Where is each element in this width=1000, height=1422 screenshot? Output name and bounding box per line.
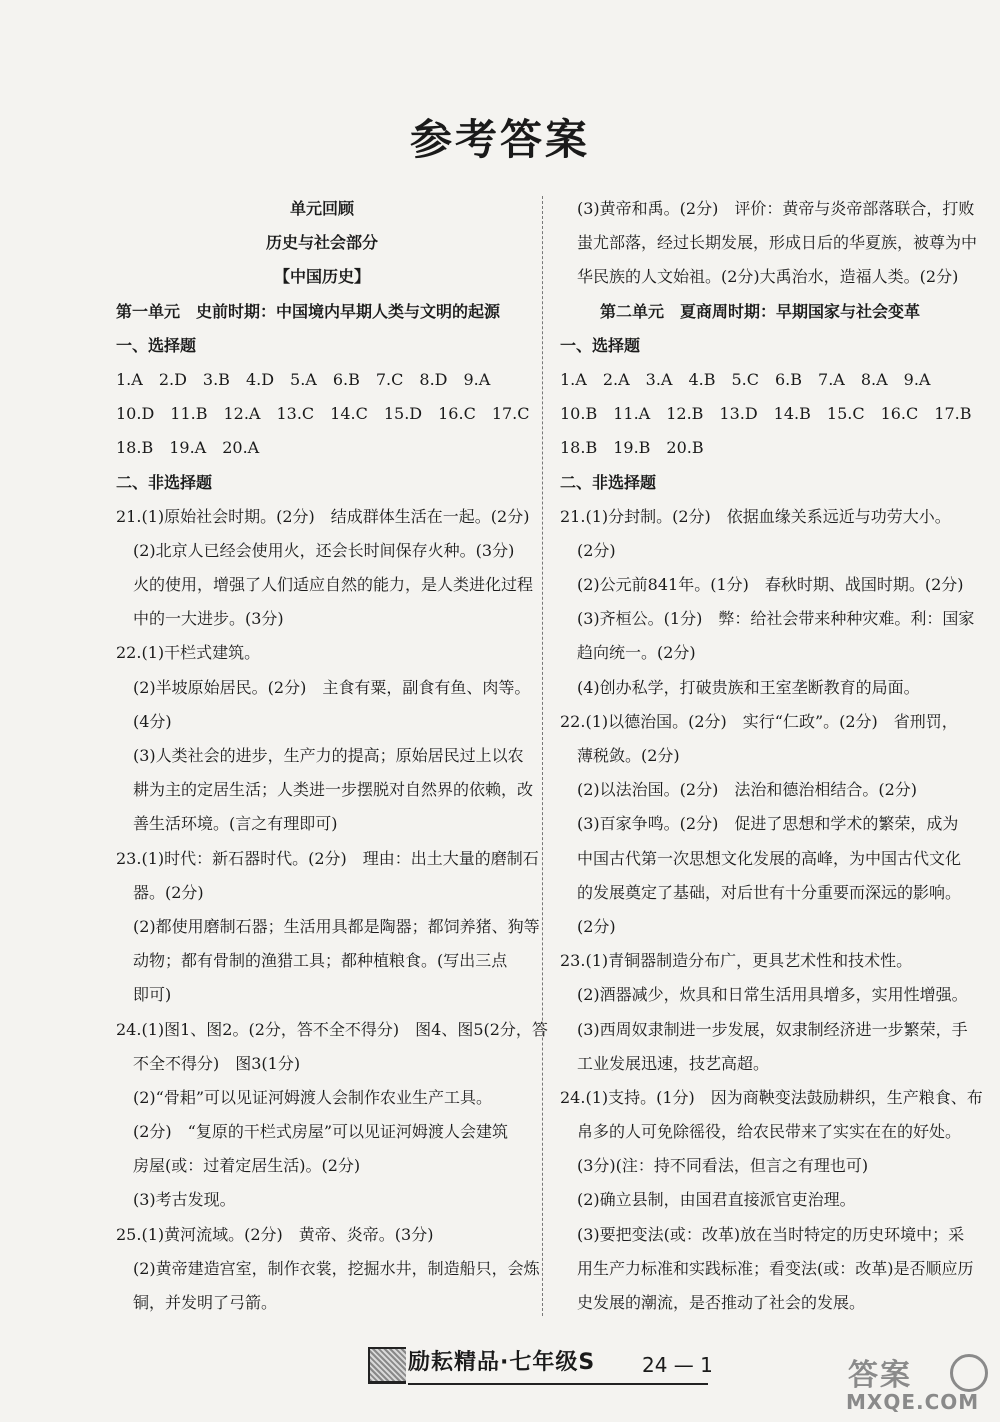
answer-line: 21.(1)分封制。(2分) 依据血缘关系远近与功劳大小。 (560, 506, 951, 526)
answer-line: 10.D 11.B 12.A 13.C 14.C 15.D 16.C 17.C (116, 404, 530, 424)
answer-line: 1.A 2.D 3.B 4.D 5.A 6.B 7.C 8.D 9.A (116, 369, 491, 389)
answer-line: 工业发展迅速，技艺高超。 (577, 1053, 770, 1073)
answer-line: 中国古代第一次思想文化发展的高峰，为中国古代文化 (577, 848, 962, 868)
footer-rule (408, 1383, 708, 1385)
watermark-text: 答案 (848, 1358, 912, 1393)
watermark-badge-icon (950, 1354, 988, 1392)
answer-line: 的发展奠定了基础，对后世有十分重要而深远的影响。 (577, 882, 962, 902)
answer-line: 华民族的人文始祖。(2分)大禹治水，造福人类。(2分) (577, 267, 959, 287)
watermark-logo (842, 1352, 992, 1416)
answer-line: 器。(2分) (133, 882, 204, 902)
answer-line: 历史与社会部分 (265, 233, 378, 253)
answer-line: 用生产力标准和实践标准；看变法(或：改革)是否顺应历 (577, 1258, 974, 1278)
answer-line: (3)百家争鸣。(2分) 促进了思想和学术的繁荣，成为 (577, 814, 959, 834)
answer-line: 单元回顾 (289, 199, 354, 218)
answer-line: (2)都使用磨制石器；生活用具都是陶器；都饲养猪、狗等 (133, 916, 540, 936)
answer-line: (3)要把变法(或：改革)放在当时特定的历史环境中；采 (577, 1224, 965, 1244)
answer-line: 二、非选择题 (560, 472, 657, 492)
answer-line: 即可) (133, 985, 172, 1005)
page-number: 24 — 1 (642, 1353, 713, 1377)
answer-line: 二、非选择题 (116, 472, 213, 492)
answer-line: 10.B 11.A 12.B 13.D 14.B 15.C 16.C 17.B (560, 404, 972, 424)
answer-line: (3)齐桓公。(1分) 弊：给社会带来种种灾难。利：国家 (577, 609, 975, 629)
answer-line: 23.(1)时代：新石器时代。(2分) 理由：出土大量的磨制石 (116, 848, 539, 868)
answer-line: 22.(1)干栏式建筑。 (116, 643, 261, 663)
left-column (116, 192, 548, 1320)
answer-line: 趋向统一。(2分) (577, 643, 696, 663)
answer-line: 18.B 19.B 20.B (560, 438, 704, 458)
answer-line: 耕为主的定居生活；人类进一步摆脱对自然界的依赖，改 (133, 780, 534, 800)
answer-line: 动物；都有骨制的渔猎工具；都种植粮食。(写出三点 (133, 951, 508, 971)
answer-line: 1.A 2.A 3.A 4.B 5.C 6.B 7.A 8.A 9.A (560, 369, 931, 389)
answer-line: (4分) (133, 711, 172, 731)
answer-line: 24.(1)支持。(1分) 因为商鞅变法鼓励耕织，生产粮食、布 (560, 1087, 983, 1107)
answer-line: (2分) “复原的干栏式房屋”可以见证河姆渡人会建筑 (133, 1122, 509, 1142)
answer-line: (2)酒器减少，炊具和日常生活用具增多，实用性增强。 (577, 985, 968, 1005)
answer-line: 薄税敛。(2分) (577, 746, 680, 765)
answer-line: 【中国历史】 (273, 267, 370, 287)
answer-line: (2)黄帝建造宫室，制作衣裳，挖掘水井，制造船只，会炼 (133, 1258, 540, 1278)
answer-line: 铜，并发明了弓箭。 (133, 1293, 278, 1312)
answer-line: (2)半坡原始居民。(2分) 主食有粟，副食有鱼、肉等。 (133, 677, 531, 697)
footer-brand: 励耘精品·七年级S (408, 1350, 596, 1375)
corner-mark-icon (368, 1347, 406, 1384)
answer-line: 一、选择题 (560, 335, 641, 355)
answer-line: 21.(1)原始社会时期。(2分) 结成群体生活在一起。(2分) (116, 506, 530, 526)
answer-line: (4)创办私学，打破贵族和王室垄断教育的局面。 (577, 677, 920, 697)
answer-line: 蚩尤部落，经过长期发展，形成日后的华夏族，被尊为中 (577, 233, 978, 253)
page-title: 参考答案 (409, 115, 590, 164)
right-column (560, 192, 983, 1320)
answer-line: (3分)(注：持不同看法，但言之有理也可) (577, 1156, 869, 1176)
answer-line: (2分) (577, 540, 616, 560)
answer-line: 房屋(或：过着定居生活)。(2分) (133, 1156, 361, 1176)
answer-line: 第二单元 夏商周时期：早期国家与社会变革 (599, 301, 920, 321)
answer-line: (2分) (577, 916, 616, 936)
answer-line: 不全不得分) 图3(1分) (133, 1053, 301, 1073)
answer-line: 善生活环境。(言之有理即可) (133, 814, 338, 834)
answer-line: 18.B 19.A 20.A (116, 438, 260, 458)
answer-line: 中的一大进步。(3分) (133, 609, 284, 629)
answer-line: 22.(1)以德治国。(2分) 实行“仁政”。(2分) 省刑罚， (560, 711, 958, 731)
answer-line: (3)人类社会的进步，生产力的提高；原始居民过上以农 (133, 746, 524, 765)
answer-line: (2)“骨耜”可以见证河姆渡人会制作农业生产工具。 (133, 1087, 493, 1107)
watermark-url: MXQE.COM (846, 1390, 980, 1414)
answer-line: (3)考古发现。 (133, 1190, 236, 1210)
answer-line: 第一单元 史前时期：中国境内早期人类与文明的起源 (116, 301, 501, 321)
answer-line: 23.(1)青铜器制造分布广，更具艺术性和技术性。 (560, 951, 913, 971)
answer-line: 24.(1)图1、图2。(2分，答不全不得分) 图4、图5(2分，答 (116, 1019, 548, 1039)
answer-line: 帛多的人可免除徭役，给农民带来了实实在在的好处。 (577, 1122, 962, 1142)
answer-line: 火的使用，增强了人们适应自然的能力，是人类进化过程 (133, 575, 534, 595)
column-divider (542, 196, 543, 1316)
answer-line: (2)以法治国。(2分) 法治和德治相结合。(2分) (577, 780, 917, 800)
answer-line: (2)确立县制，由国君直接派官吏治理。 (577, 1190, 856, 1210)
answer-line: 史发展的潮流，是否推动了社会的发展。 (577, 1293, 866, 1312)
answer-line: (3)黄帝和禹。(2分) 评价：黄帝与炎帝部落联合，打败 (577, 199, 975, 218)
answer-line: 25.(1)黄河流域。(2分) 黄帝、炎帝。(3分) (116, 1224, 434, 1244)
answer-line: (2)公元前841年。(1分) 春秋时期、战国时期。(2分) (577, 575, 964, 595)
answer-line: (2)北京人已经会使用火，还会长时间保存火种。(3分) (133, 540, 515, 560)
answer-line: 一、选择题 (116, 335, 197, 355)
answer-line: (3)西周奴隶制进一步发展，奴隶制经济进一步繁荣，手 (577, 1019, 968, 1039)
